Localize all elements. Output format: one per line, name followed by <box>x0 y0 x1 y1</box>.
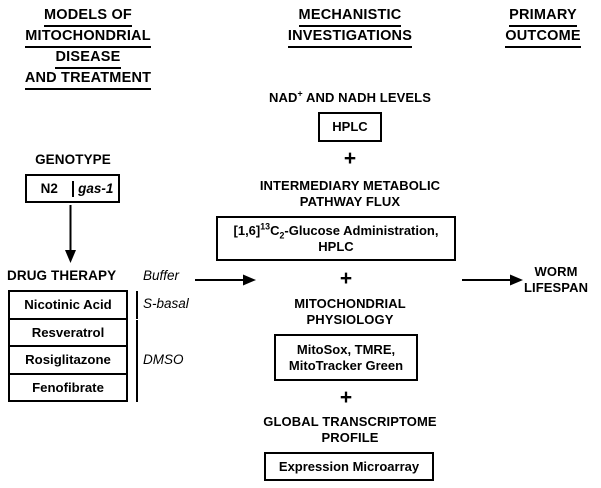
glucose-carbon-subscript: 2 <box>279 230 285 241</box>
header-left-line-3: DISEASE <box>55 48 120 69</box>
section-title-nad-levels <box>240 90 460 106</box>
assay-box-microarray-label: Expression Microarray <box>278 458 420 474</box>
assay-box-glucose-hplc <box>216 216 456 261</box>
metabolic-flux-title-line-1: INTERMEDIARY METABOLIC <box>259 178 441 193</box>
drug-row: Resveratrol <box>10 320 126 348</box>
column-header-mechanistic <box>262 6 438 48</box>
genotype-cell-gas-1: gas-1 <box>72 181 119 197</box>
outcome-line-2: LIFESPAN <box>523 280 589 295</box>
mitosox-box-line-2: MitoTracker Green <box>288 357 404 373</box>
section-title-transcriptome <box>235 414 465 446</box>
metabolic-flux-title-line-2: PATHWAY FLUX <box>299 194 401 209</box>
nad-title-suffix: AND NADH LEVELS <box>302 90 431 105</box>
arrow-genotype-to-drug-therapy <box>62 205 79 265</box>
plus-connector-1: + <box>343 147 357 170</box>
nad-title-prefix: NAD <box>269 90 298 105</box>
header-right-line-1: PRIMARY <box>509 6 577 27</box>
header-right-line-2: OUTCOME <box>505 27 581 48</box>
outcome-line-1: WORM <box>534 264 578 279</box>
transcriptome-title-line-1: GLOBAL TRANSCRIPTOME <box>263 414 437 429</box>
genotype-label: GENOTYPE <box>35 152 111 167</box>
drug-therapy-label: DRUG THERAPY <box>7 268 117 283</box>
glucose-carbon: C <box>270 222 280 238</box>
drug-row: Fenofibrate <box>32 379 104 395</box>
header-left-line-1: MODELS OF <box>44 6 132 27</box>
plus-connector-3: + <box>339 386 353 409</box>
drug-therapy-box <box>8 290 128 402</box>
header-middle-line-2: INVESTIGATIONS <box>288 27 412 48</box>
header-middle-line-1: MECHANISTIC <box>299 6 402 27</box>
glucose-prefix: [1,6] <box>233 222 261 238</box>
glucose-suffix: -Glucose Administration, <box>284 222 439 238</box>
bracket-s-basal <box>136 291 138 319</box>
arrow-drug-to-mechanistic <box>195 272 257 288</box>
transcriptome-title-line-2: PROFILE <box>321 430 379 445</box>
glucose-isotope-superscript: 13 <box>260 221 271 232</box>
bracket-dmso <box>136 320 138 402</box>
column-header-primary-outcome <box>485 6 601 48</box>
mito-physiology-title-line-2: PHYSIOLOGY <box>306 312 394 327</box>
nad-title-superscript: + <box>297 88 303 99</box>
section-title-mito-physiology <box>240 296 460 328</box>
vehicle-label-s-basal: S-basal <box>143 296 189 311</box>
drug-row: Nicotinic Acid <box>10 292 126 320</box>
column-header-models <box>0 6 176 90</box>
genotype-box <box>25 174 120 203</box>
assay-box-hplc-label: HPLC <box>332 119 368 134</box>
vehicle-label-dmso: DMSO <box>143 352 184 367</box>
mitosox-box-line-1: MitoSox, TMRE, <box>296 341 396 357</box>
assay-box-hplc <box>318 112 382 142</box>
assay-box-microarray <box>264 452 434 481</box>
drug-row: Rosiglitazone <box>10 347 126 375</box>
primary-outcome-text <box>512 264 600 296</box>
mito-physiology-title-line-1: MITOCHONDRIAL <box>294 296 406 311</box>
section-title-metabolic-flux <box>240 178 460 210</box>
assay-box-mitosox <box>274 334 418 381</box>
vehicle-label-buffer: Buffer <box>143 268 180 283</box>
glucose-box-line-1 <box>234 223 439 239</box>
header-left-line-4: AND TREATMENT <box>25 69 151 90</box>
glucose-box-line-2: HPLC <box>318 238 354 254</box>
header-left-line-2: MITOCHONDRIAL <box>25 27 151 48</box>
genotype-cell-n2: N2 <box>40 180 58 196</box>
plus-connector-2: + <box>339 267 353 290</box>
